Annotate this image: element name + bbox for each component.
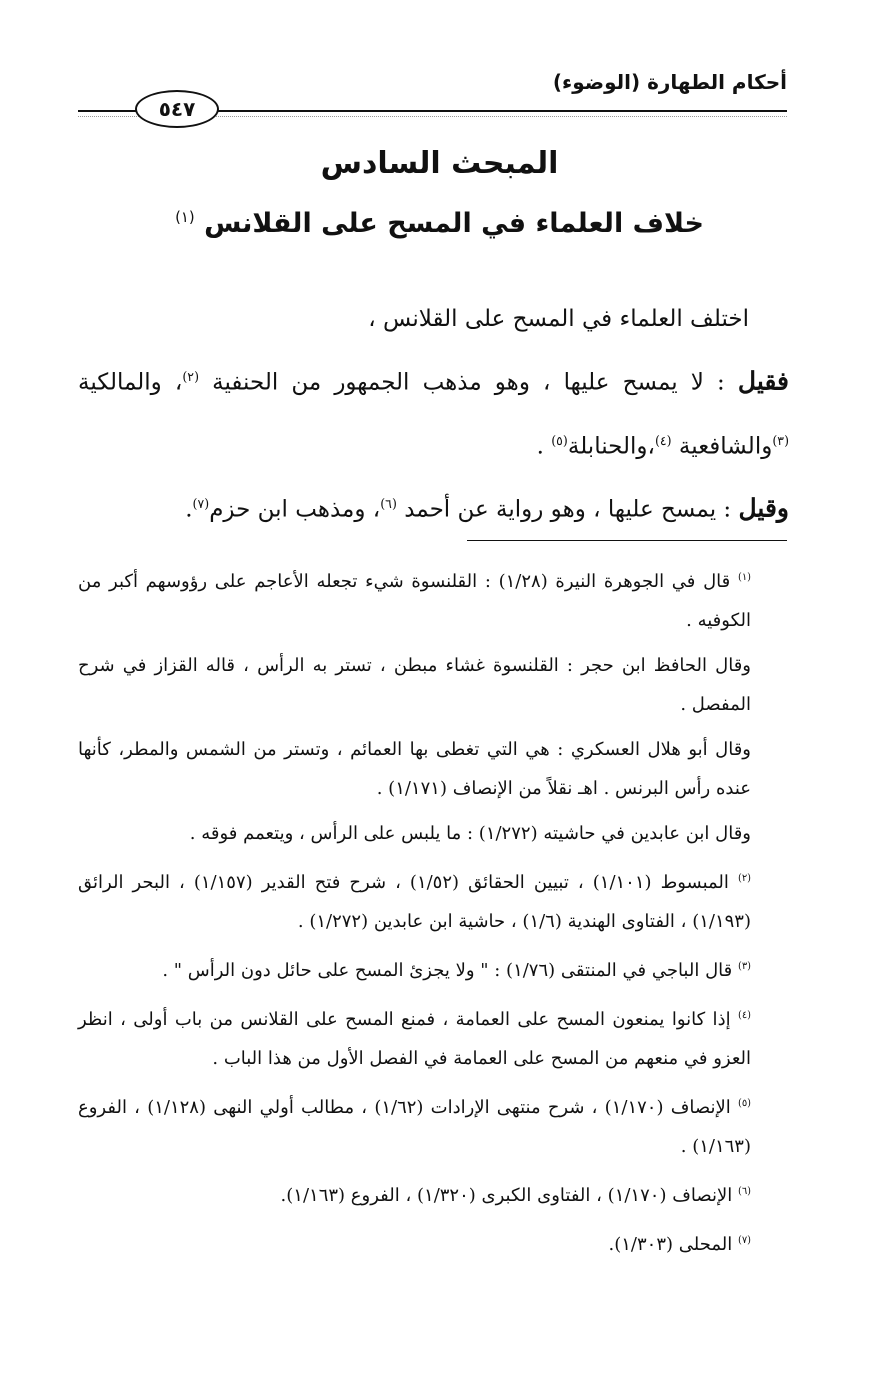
- opinion-two-text-3: .: [185, 496, 193, 523]
- footnote-text: وقال الحافظ ابن حجر : القلنسوة غشاء مبطن ، تستر به الرأس ، قاله القزاز في شرح المفصل .: [78, 655, 751, 715]
- footnote-text: الإنصاف (١/١٧٠) ، الفتاوى الكبرى (١/٣٢٠) ، الفروع (١/١٦٣).: [280, 1185, 733, 1206]
- footnote-text: الإنصاف (١/١٧٠) ، شرح منتهى الإرادات (١/٦٢) ، مطالب أولي النهى (١/١٢٨) ، الفروع (١/١٦٣) .: [78, 1097, 751, 1157]
- footnote-ref: (٣): [772, 432, 789, 448]
- footnote-2: [78, 859, 787, 941]
- footnote-1-cont-b: [78, 730, 787, 808]
- footnote-1-cont-c: [78, 814, 787, 853]
- footnote-marker: (٦): [737, 1186, 751, 1197]
- footnote-text: وقال أبو هلال العسكري : هي التي تغطى بها العمائم ، وتستر من الشمس والمطر، كأنها عنده رأس البرنس . اهـ نقلاً من الإنصاف (١/١٧١) .: [78, 739, 751, 799]
- opinion-one-paragraph: [78, 348, 789, 475]
- footnote-ref: (١): [175, 208, 195, 226]
- footnote-1: [78, 558, 787, 640]
- footnote-marker: (٧): [737, 1235, 751, 1246]
- running-title: أحكام الطهارة (الوضوء): [552, 70, 787, 94]
- footnote-marker: (٢): [737, 873, 751, 884]
- footnote-ref: (٦): [380, 496, 397, 512]
- footnote-text: وقال ابن عابدين في حاشيته (١/٢٧٢) : ما يلبس على الرأس ، ويتعمم فوقه .: [189, 823, 751, 844]
- footnote-marker: (٣): [737, 961, 751, 972]
- chapter-title: [0, 208, 879, 239]
- footnote-text: المبسوط (١/١٠١) ، تبيين الحقائق (١/٥٢) ، شرح فتح القدير (١/١٥٧) ، البحر الرائق (١/١٩٣) ، الفتاوى الهندية (١/٦) ، حاشية ابن عابدين (١/٢٧٢) .: [78, 872, 751, 932]
- opinion-one-text-2: ، والمالكية: [78, 369, 183, 396]
- footnote-marker: (٤): [737, 1010, 752, 1021]
- opinion-two-text-1: : يمسح عليها ، وهو رواية عن أحمد: [396, 496, 739, 523]
- opinion-two-paragraph: [78, 475, 789, 539]
- footnote-separator: [467, 540, 787, 541]
- opinion-one-text-5: .: [536, 433, 552, 460]
- footnote-text: قال في الجوهرة النيرة (١/٢٨) : القلنسوة شيء تجعله الأعاجم على رؤوسهم أكبر من الكوفيه .: [78, 571, 751, 631]
- footnotes: [78, 558, 787, 1270]
- footnote-marker: (١): [737, 572, 751, 583]
- footnote-ref: (٥): [551, 432, 568, 448]
- intro-paragraph: اختلف العلماء في المسح على القلانس ،: [368, 306, 749, 332]
- opinion-one-text-3: والشافعية: [671, 433, 773, 460]
- footnote-text: المحلى (١/٣٠٣).: [608, 1234, 733, 1255]
- footnote-3: [78, 947, 787, 990]
- footnote-ref: (٧): [192, 496, 210, 512]
- footnote-5: [78, 1084, 787, 1166]
- opinion-two-text-2: ، ومذهب ابن حزم: [209, 496, 381, 523]
- footnote-ref: (٤): [654, 432, 672, 448]
- footnote-text: قال الباجي في المنتقى (١/٧٦) : " ولا يجزئ المسح على حائل دون الرأس " .: [162, 960, 733, 981]
- footnote-7: [78, 1221, 787, 1264]
- chapter-title-text: خلاف العلماء في المسح على القلانس: [204, 208, 704, 239]
- opinion-one-keyword: فقيل: [737, 366, 789, 396]
- body-text: [78, 290, 789, 539]
- footnote-marker: (٥): [737, 1098, 751, 1109]
- footnote-ref: (٢): [182, 369, 200, 384]
- footnote-4: [78, 996, 787, 1078]
- footnote-6: [78, 1172, 787, 1215]
- opinion-one-text-1: : لا يمسح عليها ، وهو مذهب الجمهور من الحنفية: [199, 369, 738, 396]
- footnote-1-cont-a: [78, 646, 787, 724]
- footnote-text: إذا كانوا يمنعون المسح على العمامة ، فمنع المسح على القلانس من باب أولى ، انظر العزو في منعهم من المسح على العمامة في الفصل الأول من هذا الباب .: [78, 1009, 751, 1069]
- page-number: ٥٤٧: [158, 97, 196, 121]
- opinion-two-keyword: وقيل: [738, 493, 789, 523]
- page-number-badge: [135, 90, 219, 128]
- opinion-one-text-4: ،والحنابلة: [567, 433, 655, 460]
- section-title: المبحث السادس: [320, 146, 559, 181]
